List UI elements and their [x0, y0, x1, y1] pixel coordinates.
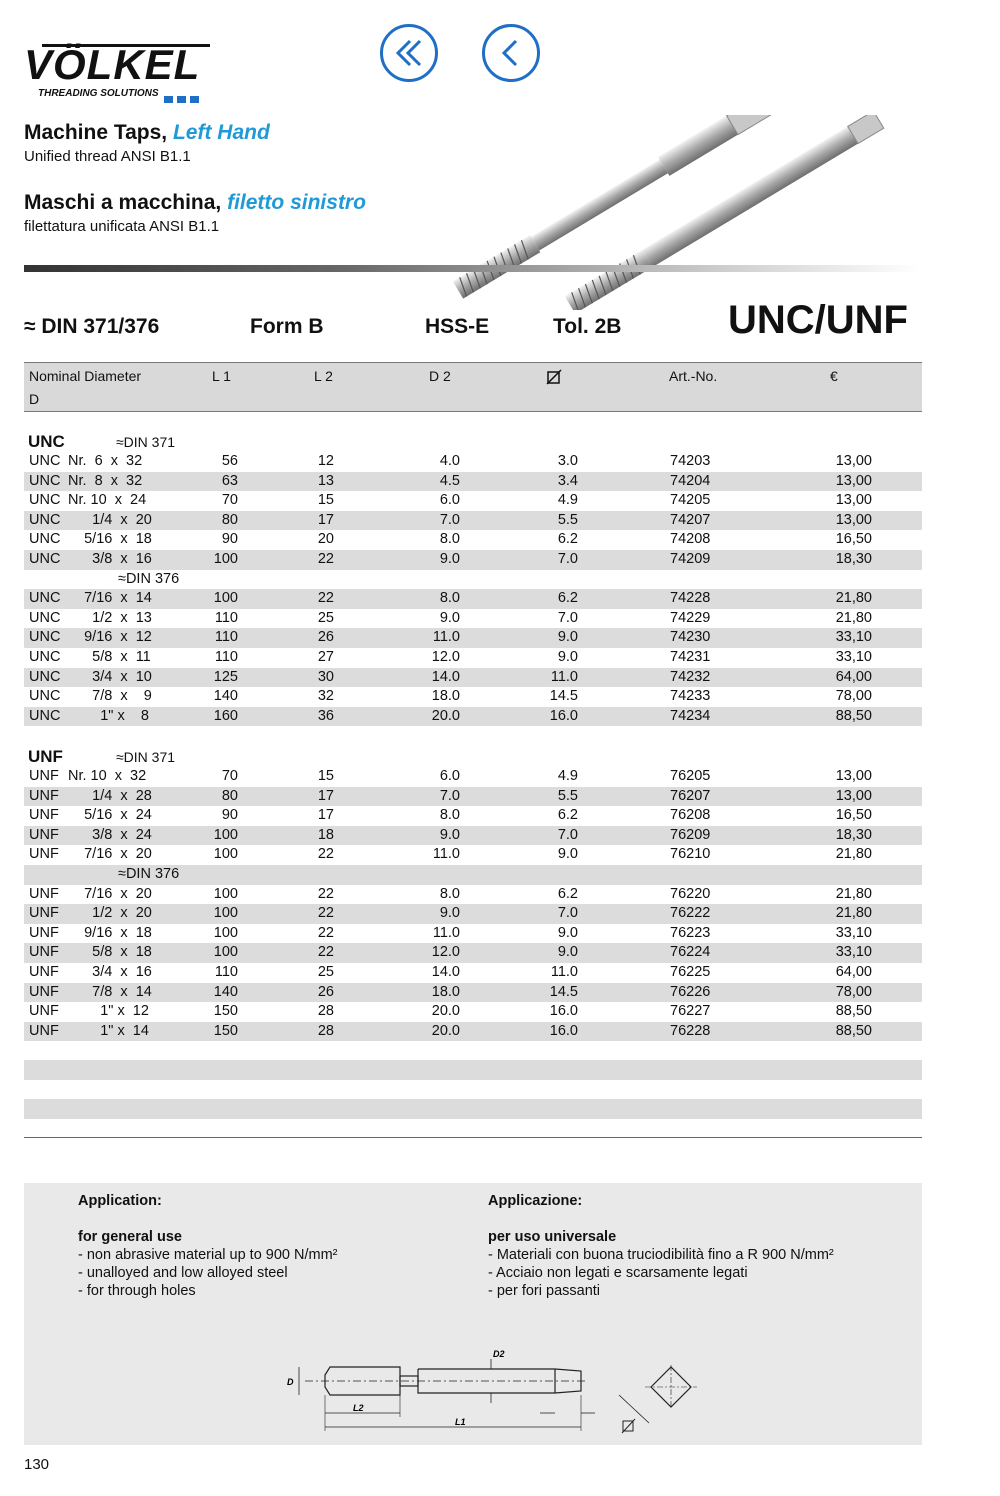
cell-l1: 70 [221, 768, 238, 784]
din-subheading-row [24, 865, 922, 885]
cell-price: 21,80 [835, 905, 872, 922]
cell-d2: 8.0 [439, 807, 460, 824]
cell-d2: 20.0 [431, 1003, 460, 1020]
cell-price: 18,30 [835, 826, 872, 843]
cell-d2: 9.0 [439, 826, 460, 843]
previous-page-button[interactable] [482, 24, 540, 82]
drawing-label-l2: L2 [353, 1403, 364, 1413]
header-nominal: Nominal Diameter [29, 368, 142, 384]
cell-art-no: 76225 [670, 964, 711, 980]
table-row [24, 806, 922, 826]
table-row [24, 648, 922, 668]
cell-price: 13,00 [835, 768, 872, 784]
cell-d2: 11.0 [432, 629, 460, 646]
table-bottom-rule [24, 1137, 922, 1138]
spec-din: ≈ DIN 371/376 [24, 315, 160, 338]
cell-nominal-size: 1/4 x 20 [68, 511, 152, 528]
cell-l2: 17 [317, 511, 334, 528]
cell-square: 6.2 [557, 885, 578, 902]
cell-l1: 63 [221, 472, 238, 489]
cell-l2: 28 [317, 1022, 334, 1039]
cell-l1: 80 [221, 511, 238, 528]
spec-thread-type: UNC/UNF [728, 298, 908, 342]
din-tag: ≈DIN 376 [118, 570, 180, 587]
cell-d2: 11.0 [432, 924, 460, 941]
logo-tagline: THREADING SOLUTIONS [38, 88, 159, 99]
cell-art-no: 76210 [670, 846, 711, 863]
cell-type: UNC [29, 531, 61, 548]
cell-l1: 100 [213, 826, 238, 843]
cell-type: UNC [29, 492, 61, 509]
cell-type: UNF [29, 826, 59, 843]
cell-nominal-size: Nr. 8 x 32 [68, 472, 143, 489]
cell-nominal-size: 3/4 x 16 [68, 964, 152, 980]
cell-nominal-size: 1" x 8 [68, 707, 149, 724]
application-item: - per fori passanti [488, 1283, 601, 1299]
application-item: - unalloyed and low alloyed steel [78, 1265, 288, 1281]
cell-l1: 110 [214, 964, 238, 980]
cell-square: 9.0 [557, 924, 578, 941]
spec-material: HSS-E [425, 315, 490, 338]
cell-l1: 100 [213, 885, 238, 902]
cell-art-no: 76220 [670, 885, 711, 902]
cell-price: 33,10 [835, 944, 872, 961]
table-row [24, 687, 922, 707]
cell-price: 21,80 [835, 846, 872, 863]
cell-type: UNF [29, 1022, 59, 1039]
cell-l2: 22 [317, 551, 334, 567]
cell-d2: 4.0 [439, 453, 460, 469]
table-row [24, 609, 922, 629]
cell-art-no: 74230 [670, 629, 711, 646]
cell-l1: 110 [214, 629, 238, 646]
cell-l1: 100 [213, 944, 238, 961]
cell-price: 88,50 [835, 1022, 872, 1039]
cell-art-no: 74232 [670, 668, 711, 685]
empty-row [24, 1060, 922, 1080]
cell-nominal-size: Nr. 10 x 24 [68, 492, 147, 509]
cell-price: 18,30 [835, 551, 872, 567]
cell-l2: 36 [317, 707, 334, 724]
cell-art-no: 74205 [670, 492, 711, 509]
cell-d2: 6.0 [439, 768, 460, 784]
cell-art-no: 74207 [670, 511, 711, 528]
cell-nominal-size: Nr. 6 x 32 [68, 453, 143, 469]
table-row [24, 589, 922, 609]
table-row [24, 550, 922, 570]
cell-nominal-size: 1/2 x 13 [68, 609, 152, 626]
cell-l2: 22 [317, 905, 334, 922]
group-heading: UNC [28, 432, 65, 451]
application-heading: Applicazione: [488, 1193, 583, 1209]
cell-nominal-size: 1/2 x 20 [68, 905, 152, 922]
cell-square: 3.0 [557, 453, 578, 469]
cell-nominal-size: 7/16 x 20 [68, 885, 152, 902]
table-row [24, 472, 922, 492]
subtitle-english: Unified thread ANSI B1.1 [24, 148, 191, 165]
logo-squares [164, 90, 203, 108]
cell-nominal-size: 9/16 x 12 [68, 629, 152, 646]
cell-l1: 70 [221, 492, 238, 509]
cell-l2: 25 [317, 609, 334, 626]
table-row [24, 668, 922, 688]
logo-wordmark: VÖLKEL [24, 41, 201, 88]
cell-l2: 17 [317, 807, 334, 824]
cell-art-no: 74231 [670, 649, 711, 665]
cell-price: 64,00 [835, 668, 872, 685]
header-art-no: Art.-No. [669, 368, 718, 384]
table-header [24, 362, 922, 412]
cell-l2: 13 [317, 472, 334, 489]
cell-type: UNF [29, 964, 59, 980]
header-divider [24, 265, 920, 272]
cell-nominal-size: 7/16 x 14 [68, 590, 152, 607]
cell-nominal-size: 1/4 x 28 [68, 787, 152, 804]
cell-art-no: 76224 [670, 944, 711, 961]
square-diameter-icon [622, 1419, 635, 1433]
cell-nominal-size: 5/16 x 18 [68, 531, 152, 548]
cell-type: UNC [29, 453, 61, 469]
cell-square: 11.0 [550, 668, 578, 685]
cell-type: UNC [29, 668, 61, 685]
square-diameter-icon [546, 369, 562, 388]
table-row [24, 452, 922, 472]
cell-type: UNC [29, 511, 61, 528]
spec-form: Form B [250, 315, 324, 338]
cell-square: 9.0 [557, 649, 578, 665]
cell-art-no: 74229 [670, 609, 711, 626]
page-number: 130 [24, 1456, 50, 1473]
cell-l1: 160 [213, 707, 238, 724]
cell-l2: 22 [317, 944, 334, 961]
cell-type: UNF [29, 787, 59, 804]
cell-square: 6.2 [557, 807, 578, 824]
cell-art-no: 74203 [670, 453, 711, 469]
cell-l1: 90 [221, 531, 238, 548]
cell-art-no: 74228 [670, 590, 711, 607]
cell-art-no: 74209 [670, 551, 711, 567]
brand-logo [24, 40, 214, 102]
cell-d2: 11.0 [432, 846, 460, 863]
cell-square: 7.0 [557, 609, 578, 626]
cell-type: UNF [29, 905, 59, 922]
cell-nominal-size: 5/16 x 24 [68, 807, 152, 824]
cell-art-no: 74208 [670, 531, 711, 548]
din-tag: ≈DIN 376 [118, 866, 180, 882]
header-d2: D 2 [429, 368, 451, 384]
cell-art-no: 76222 [670, 905, 711, 922]
drawing-label-d2: D2 [493, 1349, 505, 1359]
drawing-label-l1: L1 [455, 1417, 466, 1427]
cell-l2: 26 [317, 629, 334, 646]
cell-price: 88,50 [835, 707, 872, 724]
table-row [24, 904, 922, 924]
cell-l2: 32 [317, 688, 334, 705]
cell-art-no: 76228 [670, 1022, 711, 1039]
cell-type: UNF [29, 807, 59, 824]
cell-square: 4.9 [557, 768, 578, 784]
cell-d2: 14.0 [431, 964, 460, 980]
table-row [24, 1022, 922, 1042]
group-heading: UNF [28, 747, 63, 766]
cell-d2: 8.0 [439, 531, 460, 548]
cell-l2: 22 [317, 924, 334, 941]
din-subheading-row [24, 570, 922, 590]
cell-l1: 100 [213, 905, 238, 922]
cell-nominal-size: 5/8 x 11 [68, 649, 151, 665]
table-row [24, 511, 922, 531]
title-english: Machine Taps, Left Hand [24, 121, 270, 144]
cell-nominal-size: Nr. 10 x 32 [68, 768, 147, 784]
cell-price: 13,00 [835, 511, 872, 528]
cell-type: UNC [29, 688, 61, 705]
cell-square: 6.2 [557, 531, 578, 548]
cell-l2: 20 [317, 531, 334, 548]
cell-square: 9.0 [557, 944, 578, 961]
cell-square: 7.0 [557, 826, 578, 843]
cell-d2: 8.0 [439, 590, 460, 607]
cell-type: UNC [29, 609, 61, 626]
cell-price: 21,80 [835, 609, 872, 626]
cell-d2: 7.0 [439, 511, 460, 528]
technical-drawing [285, 1345, 715, 1440]
cell-square: 3.4 [557, 472, 578, 489]
cell-nominal-size: 3/8 x 24 [68, 826, 152, 843]
cell-square: 16.0 [549, 1003, 578, 1020]
cell-price: 33,10 [835, 649, 872, 665]
application-heading: Application: [78, 1193, 162, 1209]
din-tag: ≈DIN 371 [116, 749, 176, 765]
cell-l2: 26 [317, 983, 334, 1000]
cell-art-no: 76207 [670, 787, 711, 804]
cell-type: UNF [29, 885, 59, 902]
table-row [24, 885, 922, 905]
chevron-left-icon [485, 27, 537, 79]
cell-l2: 18 [317, 826, 334, 843]
table-row [24, 963, 922, 983]
cell-d2: 9.0 [439, 609, 460, 626]
cell-art-no: 76227 [670, 1003, 711, 1020]
cell-l1: 110 [214, 609, 238, 626]
cell-art-no: 76205 [670, 768, 711, 784]
cell-l2: 25 [317, 964, 334, 980]
cell-d2: 20.0 [431, 707, 460, 724]
application-item: - for through holes [78, 1283, 196, 1299]
cell-square: 5.5 [557, 511, 578, 528]
cell-l2: 30 [317, 668, 334, 685]
table-row [24, 787, 922, 807]
cell-d2: 12.0 [431, 649, 460, 665]
cell-price: 16,50 [835, 807, 872, 824]
cell-price: 33,10 [835, 924, 872, 941]
cell-square: 16.0 [549, 707, 578, 724]
table-row [24, 845, 922, 865]
application-item: - Materiali con buona truciodibilità fino a R 900 N/mm² [488, 1247, 834, 1263]
cell-square: 4.9 [557, 492, 578, 509]
cell-price: 16,50 [835, 531, 872, 548]
cell-type: UNC [29, 472, 61, 489]
cell-type: UNC [29, 629, 61, 646]
cell-type: UNF [29, 846, 59, 863]
cell-d2: 7.0 [439, 787, 460, 804]
table-row [24, 1002, 922, 1022]
cell-d2: 9.0 [439, 905, 460, 922]
cell-art-no: 74234 [670, 707, 711, 724]
cell-square: 14.5 [549, 688, 578, 705]
cell-d2: 6.0 [439, 492, 460, 509]
cell-l1: 90 [221, 807, 238, 824]
table-row [24, 924, 922, 944]
cell-type: UNF [29, 944, 59, 961]
cell-price: 13,00 [835, 787, 872, 804]
header-d: D [29, 391, 40, 407]
cell-l2: 15 [317, 768, 334, 784]
cell-square: 9.0 [557, 846, 578, 863]
cell-l1: 140 [213, 688, 238, 705]
cell-l1: 110 [214, 649, 238, 665]
cell-type: UNC [29, 707, 61, 724]
spec-tolerance: Tol. 2B [553, 315, 622, 338]
cell-l2: 22 [317, 846, 334, 863]
cell-l1: 100 [213, 590, 238, 607]
cell-art-no: 76226 [670, 983, 711, 1000]
cell-type: UNC [29, 590, 61, 607]
cell-d2: 8.0 [439, 885, 460, 902]
cell-art-no: 76209 [670, 826, 711, 843]
cell-l2: 22 [317, 590, 334, 607]
cell-art-no: 74204 [670, 472, 711, 489]
cell-nominal-size: 3/4 x 10 [68, 668, 152, 685]
cell-price: 88,50 [835, 1003, 872, 1020]
cell-price: 21,80 [835, 885, 872, 902]
header-l2: L 2 [314, 368, 333, 384]
cell-square: 14.5 [549, 983, 578, 1000]
cell-d2: 9.0 [439, 551, 460, 567]
cell-price: 13,00 [835, 492, 872, 509]
cell-square: 5.5 [557, 787, 578, 804]
cell-art-no: 76223 [670, 924, 711, 941]
cell-l1: 150 [213, 1003, 238, 1020]
cell-square: 16.0 [549, 1022, 578, 1039]
empty-row [24, 1099, 922, 1119]
cell-nominal-size: 7/8 x 14 [68, 983, 152, 1000]
cell-art-no: 74233 [670, 688, 711, 705]
product-image-taps [440, 115, 920, 310]
cell-l2: 15 [317, 492, 334, 509]
table-row [24, 983, 922, 1003]
cell-d2: 12.0 [431, 944, 460, 961]
cell-type: UNF [29, 1003, 59, 1020]
table-row [24, 628, 922, 648]
cell-l1: 80 [221, 787, 238, 804]
table-row [24, 826, 922, 846]
table-row [24, 707, 922, 727]
cell-square: 11.0 [550, 964, 578, 980]
cell-d2: 20.0 [431, 1022, 460, 1039]
cell-nominal-size: 7/8 x 9 [68, 688, 152, 705]
cell-type: UNF [29, 983, 59, 1000]
cell-art-no: 76208 [670, 807, 711, 824]
cell-l1: 100 [213, 924, 238, 941]
cell-nominal-size: 3/8 x 16 [68, 551, 152, 567]
cell-price: 78,00 [835, 983, 872, 1000]
application-use: per uso universale [488, 1229, 617, 1245]
cell-square: 9.0 [557, 629, 578, 646]
cell-type: UNC [29, 551, 61, 567]
application-english [78, 1192, 338, 1300]
cell-price: 13,00 [835, 453, 872, 469]
din-tag: ≈DIN 371 [116, 434, 176, 450]
cell-price: 64,00 [835, 964, 872, 980]
table-row [24, 943, 922, 963]
cell-nominal-size: 5/8 x 18 [68, 944, 152, 961]
cell-type: UNF [29, 924, 59, 941]
cell-price: 78,00 [835, 688, 872, 705]
cell-d2: 18.0 [431, 688, 460, 705]
title-italian: Maschi a macchina, filetto sinistro [24, 191, 366, 214]
cell-l1: 100 [213, 846, 238, 863]
table-row [24, 491, 922, 511]
cell-l1: 140 [213, 983, 238, 1000]
application-item: - Acciaio non legati e scarsamente legati [488, 1265, 748, 1281]
table-row [24, 530, 922, 550]
application-italian [488, 1192, 834, 1300]
cell-l1: 100 [213, 551, 238, 567]
cell-nominal-size: 1" x 14 [68, 1022, 149, 1039]
cell-nominal-size: 7/16 x 20 [68, 846, 152, 863]
cell-square: 6.2 [557, 590, 578, 607]
cell-type: UNF [29, 768, 59, 784]
cell-square: 7.0 [557, 551, 578, 567]
header-price: € [830, 368, 838, 384]
cell-price: 21,80 [835, 590, 872, 607]
cell-l2: 28 [317, 1003, 334, 1020]
application-item: - non abrasive material up to 900 N/mm² [78, 1247, 338, 1263]
first-page-button[interactable] [380, 24, 438, 82]
table-row [24, 767, 922, 787]
cell-l1: 150 [213, 1022, 238, 1039]
cell-l2: 22 [317, 885, 334, 902]
cell-l1: 56 [221, 453, 238, 469]
cell-price: 13,00 [835, 472, 872, 489]
cell-l1: 125 [213, 668, 238, 685]
double-chevron-left-icon [383, 27, 435, 79]
drawing-label-d: D [287, 1377, 294, 1387]
cell-l2: 12 [317, 453, 334, 469]
cell-d2: 4.5 [439, 472, 460, 489]
cell-nominal-size: 9/16 x 18 [68, 924, 152, 941]
header-l1: L 1 [212, 368, 231, 384]
cell-square: 7.0 [557, 905, 578, 922]
cell-d2: 14.0 [431, 668, 460, 685]
cell-l2: 27 [317, 649, 334, 665]
cell-l2: 17 [317, 787, 334, 804]
cell-type: UNC [29, 649, 61, 665]
cell-nominal-size: 1" x 12 [68, 1003, 149, 1020]
subtitle-italian: filettatura unificata ANSI B1.1 [24, 218, 220, 235]
application-use: for general use [78, 1229, 182, 1245]
cell-price: 33,10 [835, 629, 872, 646]
cell-d2: 18.0 [431, 983, 460, 1000]
